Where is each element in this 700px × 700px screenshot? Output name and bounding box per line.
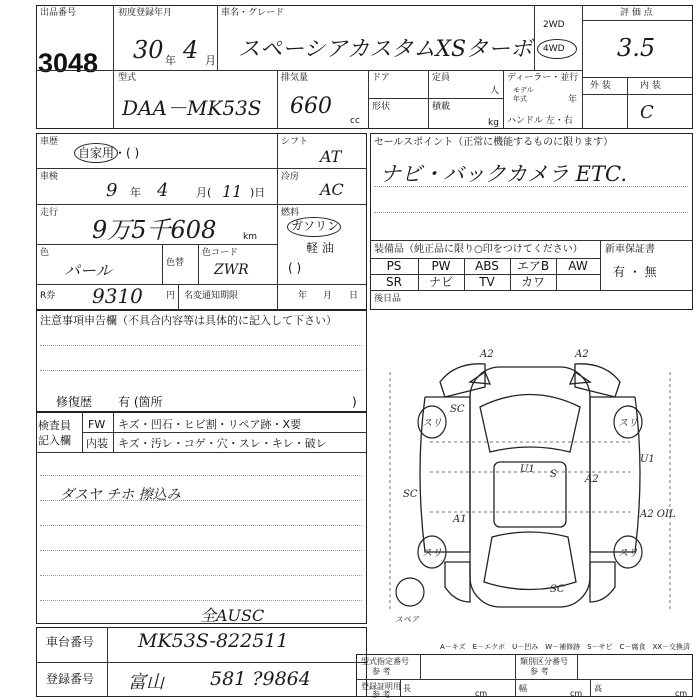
reference-label-1: 参 考 bbox=[372, 667, 391, 676]
equip-abs: ABS bbox=[475, 259, 499, 273]
length-unit: cm bbox=[475, 689, 488, 698]
divider bbox=[113, 5, 114, 129]
divider bbox=[36, 452, 367, 453]
front-right-corner bbox=[575, 364, 620, 397]
length-label: 長 bbox=[403, 684, 411, 693]
color-change-label: 色替 bbox=[166, 258, 185, 268]
dealer-label: ディーラー・並行 bbox=[507, 73, 579, 83]
mark-u1-2: U1 bbox=[640, 454, 655, 465]
recycle-label: R券 bbox=[40, 291, 56, 301]
cooler-label: 冷房 bbox=[281, 172, 300, 182]
divider bbox=[217, 5, 218, 70]
width-label: 幅 bbox=[519, 684, 527, 693]
divider bbox=[582, 5, 583, 129]
ruled-line bbox=[40, 550, 362, 551]
load-unit: kg bbox=[488, 118, 499, 128]
car-name-value: スペーシアカスタムXSターボ bbox=[238, 37, 533, 62]
divider bbox=[428, 70, 429, 129]
reference-label-3: 参 考 bbox=[372, 690, 391, 699]
divider bbox=[82, 432, 367, 433]
model-label: 型式 bbox=[118, 73, 137, 83]
divider bbox=[420, 654, 421, 679]
interior-tag: 内装 bbox=[86, 437, 108, 450]
equip-tv: TV bbox=[479, 275, 495, 289]
mark-a1: A1 bbox=[453, 514, 467, 525]
exterior-label: 外 装 bbox=[590, 81, 611, 91]
ruled-line bbox=[40, 525, 362, 526]
disp-unit: cc bbox=[350, 116, 360, 126]
inspection-unit-month: 月( bbox=[196, 186, 212, 199]
divider bbox=[370, 290, 693, 291]
reg-year-unit: 年 bbox=[165, 54, 176, 67]
inspection-unit-day: )日 bbox=[250, 186, 266, 199]
fuel-diesel: 軽 油 bbox=[306, 241, 334, 255]
equip-ps: PS bbox=[386, 259, 402, 273]
divider bbox=[356, 679, 693, 680]
mileage-unit: km bbox=[243, 232, 257, 242]
name-change-label: 名変通知期限 bbox=[184, 291, 239, 301]
fuel-gasoline: ガソリン bbox=[291, 219, 340, 233]
model-year-label: モデル 年式 bbox=[513, 86, 534, 103]
divider bbox=[178, 284, 179, 310]
divider bbox=[400, 679, 401, 697]
shift-label: シフト bbox=[281, 137, 309, 147]
shift-value: AT bbox=[320, 147, 342, 166]
repair-close: ) bbox=[352, 395, 357, 409]
disp-label: 排気量 bbox=[281, 73, 309, 83]
mileage-value: 9万5千608 bbox=[92, 216, 217, 244]
car-damage-diagram bbox=[370, 312, 693, 637]
inspection-label: 車検 bbox=[40, 172, 59, 182]
door-label: ドア bbox=[372, 73, 390, 83]
rear-right-corner bbox=[590, 562, 615, 602]
divider bbox=[36, 244, 277, 245]
mileage-label: 走行 bbox=[40, 208, 59, 218]
recycle-value: 9310 bbox=[92, 284, 143, 308]
mark-a2-front-1: A2 bbox=[480, 349, 494, 360]
repair-label: 修復歴 bbox=[56, 395, 93, 409]
inspector-note-2: 全AUSC bbox=[200, 606, 265, 625]
mark-fr-tire: スリ bbox=[618, 418, 638, 429]
divider bbox=[370, 240, 693, 241]
reg-year-label: 初度登録年月 bbox=[118, 8, 173, 18]
equip-aw: AW bbox=[568, 259, 588, 273]
equip-navi: ナビ bbox=[428, 275, 453, 289]
warranty-label: 新車保証書 bbox=[605, 244, 655, 255]
spare-label: スペア bbox=[395, 615, 419, 624]
color-value: パール bbox=[64, 261, 112, 280]
cooler-value: AC bbox=[320, 180, 344, 199]
recycle-unit: 円 bbox=[166, 291, 176, 301]
category-label: 類別区分番号 bbox=[520, 657, 568, 666]
divider bbox=[582, 77, 693, 78]
ruled-line bbox=[40, 475, 362, 476]
after-parts-label: 後日品 bbox=[374, 294, 402, 304]
lot-label: 出品番号 bbox=[40, 8, 77, 18]
capacity-unit: 人 bbox=[490, 86, 500, 96]
fw-options: キズ・凹石・ヒビ割・リペア跡・X要 bbox=[118, 418, 302, 431]
chassis-value: MK53S-822511 bbox=[138, 630, 289, 652]
warranty-value: 有 ・ 無 bbox=[613, 265, 657, 279]
equipment-label: 装備品（純正品に限り○印をつけてください） bbox=[374, 244, 583, 255]
eval-value: 3.5 bbox=[617, 34, 656, 62]
mark-u1: U1 bbox=[520, 464, 535, 475]
mark-s: S bbox=[550, 469, 557, 480]
ruled-line bbox=[374, 212, 688, 213]
reg-year-value: 30 bbox=[133, 36, 164, 64]
divider bbox=[627, 77, 628, 129]
mark-fl-tire: スリ bbox=[422, 418, 442, 429]
interior-grade: C bbox=[640, 102, 654, 123]
ruled-line bbox=[40, 575, 362, 576]
interior-options: キズ・汚レ・コゲ・穴・スレ・キレ・破レ bbox=[118, 437, 327, 450]
reference-label-2: 参 考 bbox=[530, 667, 549, 676]
spare-tire bbox=[396, 578, 424, 606]
cert-label: 登録証明用 bbox=[361, 682, 401, 691]
mark-a2-3: A2 bbox=[585, 474, 599, 485]
repair-value: 有 (箇所 bbox=[118, 395, 163, 409]
mark-rl-tire: スリ bbox=[422, 548, 442, 559]
registration-region: 富山 bbox=[128, 672, 164, 693]
divider bbox=[277, 204, 367, 205]
model-designation-label: 型式指定番号 bbox=[361, 657, 409, 666]
notes-label: 注意事項申告欄（不具合内容等は具体的に記入して下さい） bbox=[40, 314, 337, 327]
mark-a-oil: A2 OIL bbox=[640, 509, 676, 520]
equip-leather: カワ bbox=[520, 275, 545, 289]
divider bbox=[577, 654, 578, 679]
divider bbox=[36, 204, 277, 205]
divider bbox=[515, 654, 516, 697]
equip-pw: PW bbox=[431, 259, 451, 273]
inspection-month: 4 bbox=[157, 180, 169, 201]
divider bbox=[368, 70, 369, 129]
rear-window bbox=[484, 532, 576, 590]
model-year-unit: 年 bbox=[568, 95, 578, 105]
mark-sc-1: SC bbox=[450, 404, 465, 415]
equip-airbag: エアB bbox=[516, 259, 550, 273]
equip-sr: SR bbox=[386, 275, 402, 289]
divider bbox=[198, 244, 199, 284]
divider bbox=[503, 70, 504, 129]
drive-4wd: 4WD bbox=[543, 44, 565, 54]
history-label: 車歴 bbox=[40, 137, 59, 147]
capacity-label: 定員 bbox=[432, 73, 451, 83]
interior-label: 内 装 bbox=[640, 81, 661, 91]
divider bbox=[582, 94, 693, 95]
name-change-y: 年 bbox=[298, 291, 308, 301]
damage-legend: A－キズ E－エクボ U－凹み W－補修跡 S－サビ C－腐食 XX－交換済 bbox=[440, 643, 691, 651]
fuel-label: 燃料 bbox=[281, 208, 300, 218]
name-change-d: 日 bbox=[349, 291, 359, 301]
divider bbox=[368, 98, 503, 99]
ruled-line bbox=[40, 370, 362, 371]
lot-number: 3048 bbox=[38, 48, 99, 78]
inspection-day: 11 bbox=[222, 182, 243, 201]
inspector-note-1: ダスヤ チホ 擦込み bbox=[60, 487, 181, 503]
ruled-line bbox=[40, 600, 362, 601]
ruled-line bbox=[374, 186, 688, 187]
divider bbox=[600, 240, 601, 290]
windshield bbox=[480, 395, 580, 453]
reg-month-value: 4 bbox=[183, 36, 199, 64]
chassis-label: 車台番号 bbox=[46, 635, 95, 649]
mark-a2-front-2: A2 bbox=[575, 349, 589, 360]
width-unit: cm bbox=[570, 689, 583, 698]
divider bbox=[36, 662, 367, 663]
model-value: DAA－MK53S bbox=[122, 96, 262, 120]
sales-point-label: セールスポイント（正常に機能するものに限ります） bbox=[374, 137, 614, 148]
inspection-year: 9 bbox=[106, 180, 118, 201]
divider bbox=[534, 5, 535, 70]
divider bbox=[277, 70, 278, 129]
registration-number: 581 ?9864 bbox=[210, 668, 311, 690]
load-label: 積載 bbox=[432, 102, 451, 112]
disp-value: 660 bbox=[290, 94, 332, 119]
height-unit: cm bbox=[675, 689, 688, 698]
sales-point-value: ナビ・バックカメラ ETC. bbox=[380, 162, 628, 186]
reg-month-unit: 月 bbox=[205, 54, 216, 67]
mark-sc-3: SC bbox=[550, 584, 565, 595]
mark-rr-tire: スリ bbox=[618, 548, 638, 559]
divider bbox=[582, 20, 693, 21]
history-value: 自家用・( ) bbox=[78, 146, 140, 160]
front-left-corner bbox=[440, 364, 485, 397]
inspector-label-2: 記入欄 bbox=[38, 434, 71, 447]
fuel-paren: ( ) bbox=[288, 261, 302, 275]
color-label: 色 bbox=[40, 248, 50, 258]
mark-sc-2: SC bbox=[403, 489, 418, 500]
color-code-label: 色コード bbox=[202, 248, 239, 258]
shape-label: 形状 bbox=[372, 102, 391, 112]
name-label: 車名・グレード bbox=[221, 8, 285, 18]
inspection-unit-year: 年 bbox=[130, 186, 141, 199]
rear-left-corner bbox=[445, 562, 470, 602]
color-code-value: ZWR bbox=[214, 262, 249, 278]
registration-label: 登録番号 bbox=[46, 672, 95, 686]
divider bbox=[36, 168, 367, 169]
divider bbox=[36, 284, 367, 285]
ruled-line bbox=[40, 345, 362, 346]
divider bbox=[36, 70, 114, 71]
divider bbox=[162, 244, 163, 284]
fw-tag: FW bbox=[88, 418, 106, 431]
height-label: 高 bbox=[594, 684, 602, 693]
divider bbox=[113, 70, 582, 71]
divider bbox=[113, 412, 114, 452]
handle-label: ハンドル 左・右 bbox=[507, 116, 573, 126]
eval-label: 評 価 点 bbox=[620, 8, 653, 18]
drive-2wd: 2WD bbox=[543, 20, 565, 30]
inspector-label-1: 検査員 bbox=[38, 419, 71, 432]
divider bbox=[590, 679, 591, 697]
name-change-m: 月 bbox=[323, 291, 333, 301]
